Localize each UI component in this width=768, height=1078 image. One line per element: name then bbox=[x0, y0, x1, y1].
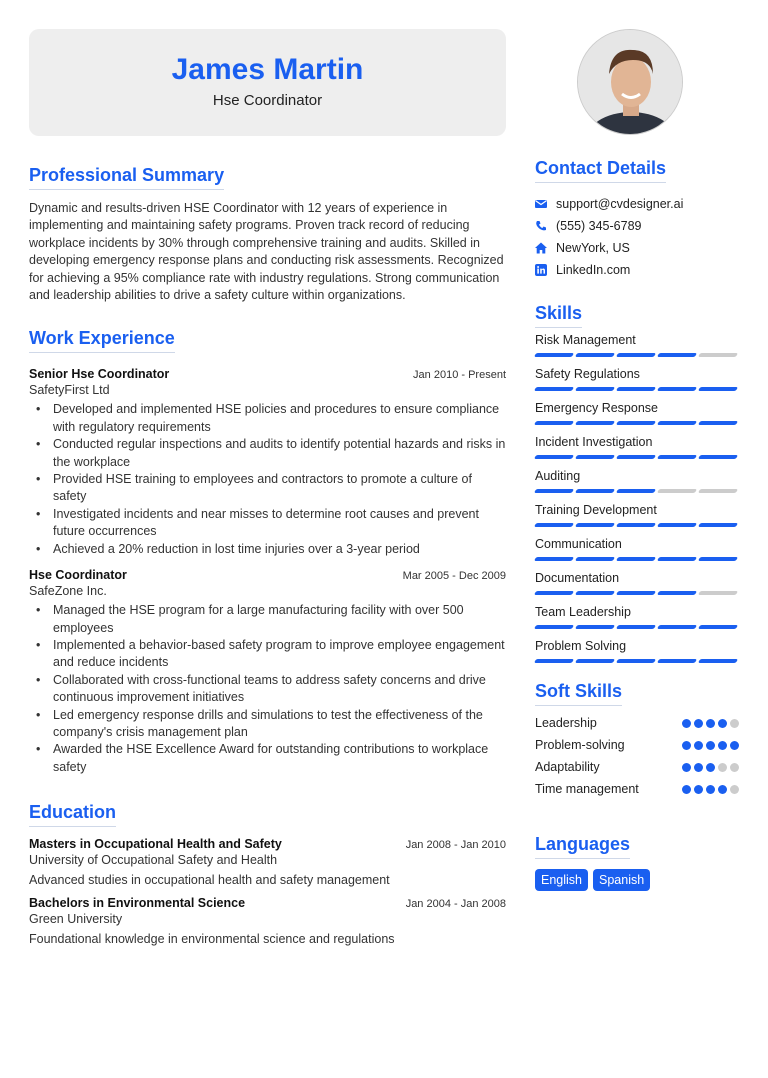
degree-title: Masters in Occupational Health and Safety bbox=[29, 837, 282, 852]
skill-level-bar bbox=[535, 353, 739, 357]
soft-skill-name: Adaptability bbox=[535, 760, 600, 774]
bullet-item: • Conducted regular inspections and audits to identify potential hazards and risks in the workplace bbox=[29, 436, 506, 471]
school-name: Green University bbox=[29, 912, 123, 927]
rating-dot bbox=[682, 763, 691, 772]
soft-skill-name: Time management bbox=[535, 782, 639, 796]
skill-level-segment bbox=[616, 455, 656, 459]
skill-level-segment bbox=[534, 591, 574, 595]
education-description: Advanced studies in occupational health and safety management bbox=[29, 873, 390, 888]
job-date: Jan 2010 - Present bbox=[413, 369, 506, 382]
skill-item bbox=[535, 468, 739, 493]
skill-level-segment bbox=[698, 591, 738, 595]
bullet-item: • Provided HSE training to employees and contractors to promote a culture of safety bbox=[29, 471, 506, 506]
header bbox=[29, 29, 506, 136]
bullet-item: • Developed and implemented HSE policies and procedures to ensure compliance with regulatory requirements bbox=[29, 401, 506, 436]
rating-dot bbox=[694, 785, 703, 794]
summary-heading: Professional Summary bbox=[29, 165, 224, 190]
skill-level-segment bbox=[616, 591, 656, 595]
rating-dot bbox=[706, 763, 715, 772]
contact-location-text: NewYork, US bbox=[556, 241, 630, 255]
soft-skill-item bbox=[535, 734, 739, 756]
contact-heading: Contact Details bbox=[535, 158, 666, 183]
skill-level-segment bbox=[698, 625, 738, 629]
contact-phone[interactable] bbox=[535, 215, 739, 237]
skill-name: Documentation bbox=[535, 571, 620, 585]
rating-dot bbox=[718, 741, 727, 750]
skill-level-segment bbox=[657, 455, 697, 459]
skill-name: Communication bbox=[535, 537, 622, 551]
languages-section bbox=[535, 834, 739, 891]
bullet-item: • Collaborated with cross-functional teams to address safety concerns and drive continuous improvement initiatives bbox=[29, 672, 506, 707]
skill-level-bar bbox=[535, 489, 739, 493]
soft-skills-section bbox=[535, 681, 739, 800]
skill-level-segment bbox=[616, 489, 656, 493]
skill-level-segment bbox=[657, 523, 697, 527]
experience-heading: Work Experience bbox=[29, 328, 175, 353]
contact-email-text: support@cvdesigner.ai bbox=[556, 197, 684, 211]
skill-level-bar bbox=[535, 421, 739, 425]
job-date: Mar 2005 - Dec 2009 bbox=[402, 570, 506, 583]
skill-level-segment bbox=[657, 387, 697, 391]
skill-level-segment bbox=[575, 523, 615, 527]
job-entry bbox=[29, 367, 506, 558]
bullet-item: • Managed the HSE program for a large manufacturing facility with over 500 employees bbox=[29, 602, 506, 637]
skill-level-segment bbox=[698, 421, 738, 425]
bullet-item: • Implemented a behavior-based safety program to improve employee engagement and reduce incidents bbox=[29, 637, 506, 672]
rating-dot bbox=[718, 785, 727, 794]
skill-level-segment bbox=[534, 557, 574, 561]
skill-item bbox=[535, 536, 739, 561]
skill-level-segment bbox=[616, 421, 656, 425]
skill-level-bar bbox=[535, 387, 739, 391]
skill-name: Team Leadership bbox=[535, 605, 631, 619]
skill-level-segment bbox=[616, 659, 656, 663]
skill-level-segment bbox=[616, 625, 656, 629]
skill-level-bar bbox=[535, 523, 739, 527]
skill-item bbox=[535, 332, 739, 357]
rating-dot bbox=[682, 719, 691, 728]
bullet-item: • Awarded the HSE Excellence Award for outstanding contributions to workplace safety bbox=[29, 741, 506, 776]
job-company: SafetyFirst Ltd bbox=[29, 383, 110, 398]
job-company: SafeZone Inc. bbox=[29, 584, 107, 599]
rating-dot bbox=[730, 785, 739, 794]
skill-item bbox=[535, 638, 739, 663]
main-column bbox=[29, 165, 506, 955]
rating-dot bbox=[718, 719, 727, 728]
skill-item bbox=[535, 400, 739, 425]
summary-section bbox=[29, 165, 506, 304]
home-icon bbox=[535, 242, 547, 254]
job-header bbox=[29, 568, 506, 582]
skill-level-segment bbox=[657, 625, 697, 629]
skill-level-segment bbox=[575, 455, 615, 459]
contact-linkedin[interactable] bbox=[535, 259, 739, 281]
school-name: University of Occupational Safety and Health bbox=[29, 853, 278, 868]
rating-dot bbox=[718, 763, 727, 772]
education-description: Foundational knowledge in environmental science and regulations bbox=[29, 932, 395, 947]
rating-dot bbox=[682, 741, 691, 750]
skill-level-segment bbox=[575, 557, 615, 561]
education-header bbox=[29, 837, 506, 851]
linkedin-icon bbox=[535, 264, 547, 276]
skill-item bbox=[535, 366, 739, 391]
soft-skill-item bbox=[535, 712, 739, 734]
skill-level-segment bbox=[698, 659, 738, 663]
skill-level-segment bbox=[657, 353, 697, 357]
soft-skill-rating bbox=[682, 785, 739, 794]
job-header bbox=[29, 367, 506, 381]
rating-dot bbox=[694, 763, 703, 772]
rating-dot bbox=[706, 741, 715, 750]
skill-level-segment bbox=[657, 421, 697, 425]
skill-level-segment bbox=[534, 421, 574, 425]
soft-skill-name: Problem-solving bbox=[535, 738, 625, 752]
skills-heading: Skills bbox=[535, 303, 582, 328]
skill-level-segment bbox=[534, 353, 574, 357]
job-bullets bbox=[29, 401, 506, 558]
skill-level-segment bbox=[698, 353, 738, 357]
skill-level-segment bbox=[657, 489, 697, 493]
skill-level-segment bbox=[534, 387, 574, 391]
envelope-icon bbox=[535, 198, 547, 210]
sidebar bbox=[535, 158, 739, 891]
skill-level-segment bbox=[616, 387, 656, 391]
contact-location bbox=[535, 237, 739, 259]
skill-level-segment bbox=[657, 557, 697, 561]
bullet-item: • Achieved a 20% reduction in lost time injuries over a 3-year period bbox=[29, 541, 506, 558]
rating-dot bbox=[682, 785, 691, 794]
skill-level-segment bbox=[575, 387, 615, 391]
skill-item bbox=[535, 434, 739, 459]
job-title: Senior Hse Coordinator bbox=[29, 367, 170, 382]
education-entry bbox=[29, 896, 506, 946]
language-badge: English bbox=[535, 869, 588, 891]
contact-email[interactable] bbox=[535, 193, 739, 215]
bullet-item: • Investigated incidents and near misses to determine root causes and prevent future occurrences bbox=[29, 506, 506, 541]
skill-level-bar bbox=[535, 625, 739, 629]
skills-section bbox=[535, 303, 739, 663]
skill-level-segment bbox=[575, 625, 615, 629]
skill-level-segment bbox=[575, 421, 615, 425]
soft-skill-rating bbox=[682, 741, 739, 750]
languages-heading: Languages bbox=[535, 834, 630, 859]
profile-photo-icon bbox=[578, 30, 683, 135]
summary-text: Dynamic and results-driven HSE Coordinator with 12 years of experience in implementing and maintaining safety programs. Proven track record of reducing workplace incidents by 30% through comprehensive training and audits. Skilled in developing emergency response plans and conducting risk assessments. Recognized for achieving a 95% compliance rate with industry regulations. Strong communication and leadership abilities to drive a safety culture within organizations. bbox=[29, 201, 504, 303]
skill-level-segment bbox=[616, 557, 656, 561]
skill-name: Problem Solving bbox=[535, 639, 627, 653]
skill-name: Safety Regulations bbox=[535, 367, 640, 381]
skill-level-segment bbox=[534, 659, 574, 663]
contact-phone-text: (555) 345-6789 bbox=[556, 219, 642, 233]
rating-dot bbox=[730, 719, 739, 728]
phone-icon bbox=[535, 220, 547, 232]
skill-level-bar bbox=[535, 659, 739, 663]
contact-section bbox=[535, 158, 739, 281]
job-bullets bbox=[29, 602, 506, 776]
job-title: Hse Coordinator bbox=[29, 568, 127, 583]
skill-level-segment bbox=[698, 387, 738, 391]
skill-level-segment bbox=[698, 489, 738, 493]
soft-skill-item bbox=[535, 778, 739, 800]
rating-dot bbox=[730, 763, 739, 772]
education-section bbox=[29, 802, 506, 946]
skill-level-segment bbox=[575, 659, 615, 663]
skill-level-segment bbox=[575, 353, 615, 357]
skill-level-segment bbox=[575, 591, 615, 595]
language-badge: Spanish bbox=[593, 869, 650, 891]
skill-level-segment bbox=[698, 557, 738, 561]
skill-name: Emergency Response bbox=[535, 401, 658, 415]
skill-level-segment bbox=[534, 455, 574, 459]
skill-level-segment bbox=[534, 523, 574, 527]
skill-name: Risk Management bbox=[535, 333, 636, 347]
education-heading: Education bbox=[29, 802, 116, 827]
soft-skill-rating bbox=[682, 719, 739, 728]
soft-skills-heading: Soft Skills bbox=[535, 681, 622, 706]
contact-linkedin-text: LinkedIn.com bbox=[556, 263, 631, 277]
education-date: Jan 2004 - Jan 2008 bbox=[405, 898, 506, 911]
skill-level-bar bbox=[535, 591, 739, 595]
skill-level-segment bbox=[616, 353, 656, 357]
rating-dot bbox=[706, 719, 715, 728]
rating-dot bbox=[730, 741, 739, 750]
candidate-name: James Martin bbox=[171, 53, 364, 86]
avatar bbox=[577, 29, 683, 135]
skill-level-bar bbox=[535, 557, 739, 561]
job-entry bbox=[29, 568, 506, 776]
candidate-title: Hse Coordinator bbox=[212, 92, 323, 109]
soft-skill-name: Leadership bbox=[535, 716, 597, 730]
skill-level-segment bbox=[657, 591, 697, 595]
experience-section bbox=[29, 328, 506, 776]
skill-level-segment bbox=[575, 489, 615, 493]
education-header bbox=[29, 896, 506, 910]
skill-item bbox=[535, 570, 739, 595]
soft-skill-item bbox=[535, 756, 739, 778]
skill-item bbox=[535, 604, 739, 629]
skill-name: Incident Investigation bbox=[535, 435, 653, 449]
skill-name: Auditing bbox=[535, 469, 581, 483]
skill-item bbox=[535, 502, 739, 527]
skill-level-segment bbox=[657, 659, 697, 663]
skill-level-segment bbox=[698, 523, 738, 527]
skill-name: Training Development bbox=[535, 503, 657, 517]
degree-title: Bachelors in Environmental Science bbox=[29, 896, 246, 911]
rating-dot bbox=[694, 719, 703, 728]
education-entry bbox=[29, 837, 506, 887]
rating-dot bbox=[694, 741, 703, 750]
skill-level-bar bbox=[535, 455, 739, 459]
skill-level-segment bbox=[616, 523, 656, 527]
soft-skill-rating bbox=[682, 763, 739, 772]
rating-dot bbox=[706, 785, 715, 794]
skill-level-segment bbox=[534, 489, 574, 493]
skill-level-segment bbox=[534, 625, 574, 629]
skill-level-segment bbox=[698, 455, 738, 459]
education-date: Jan 2008 - Jan 2010 bbox=[405, 839, 506, 852]
bullet-item: • Led emergency response drills and simulations to test the effectiveness of the company's crisis management plan bbox=[29, 707, 506, 742]
